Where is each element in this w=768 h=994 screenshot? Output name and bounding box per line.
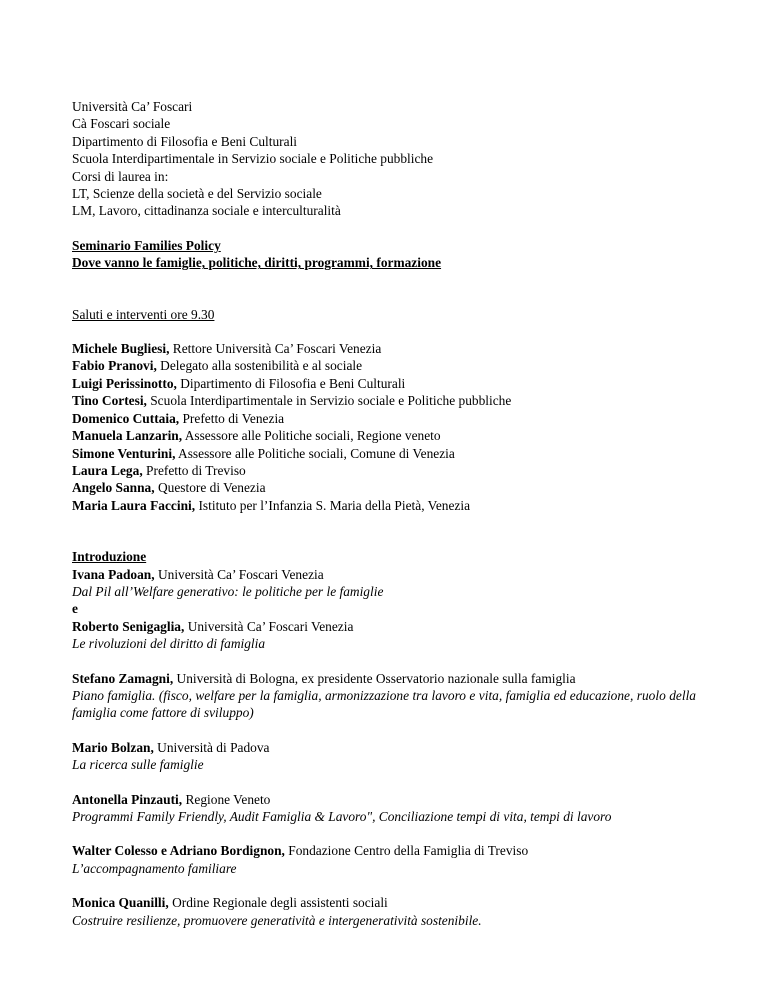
speaker-role: Rettore Università Ca’ Foscari Venezia (169, 341, 382, 357)
speaker-row (72, 445, 696, 462)
greetings-heading: Saluti e interventi ore 9.30 (72, 306, 215, 322)
conjunction-text: e (72, 601, 78, 617)
speaker-name: Walter Colesso e Adriano Bordignon, (72, 843, 285, 859)
speaker-role: Regione Veneto (182, 791, 271, 807)
intro-block (72, 548, 696, 652)
talk-speaker (72, 791, 696, 808)
intro-conjunction (72, 600, 696, 617)
speaker-row (72, 462, 696, 479)
talk-speaker (72, 670, 696, 687)
speaker-name: Mario Bolzan, (72, 739, 154, 755)
speaker-row (72, 497, 696, 514)
speaker-role: Università Ca’ Foscari Venezia (154, 566, 324, 582)
speaker-row (72, 410, 696, 427)
speaker-name: Monica Quanilli, (72, 895, 169, 911)
speaker-name: Angelo Sanna, (72, 480, 155, 496)
speaker-role: Assessore alle Politiche sociali, Regione veneto (182, 428, 441, 444)
seminar-title: Seminario Families Policy (72, 237, 221, 253)
speaker-name: Stefano Zamagni, (72, 670, 174, 686)
speaker-name: Maria Laura Faccini, (72, 497, 196, 513)
header-line-university: Università Ca’ Foscari (72, 99, 193, 114)
intro-heading: Introduzione (72, 549, 147, 565)
speaker-name: Antonella Pinzauti, (72, 791, 183, 807)
speaker-row (72, 479, 696, 496)
speaker-name: Fabio Pranovi, (72, 358, 157, 374)
talk-block-bolzan (72, 739, 696, 774)
intro-talk-2: Le rivoluzioni del diritto di famiglia (72, 636, 266, 652)
speaker-name: Simone Venturini, (72, 445, 176, 461)
intro-talk-1: Dal Pil all’Welfare generativo: le politiche per le famiglie (72, 583, 384, 599)
talk-block-quanilli (72, 894, 696, 929)
speaker-name: Manuela Lanzarin, (72, 428, 183, 444)
talk-block-pinzauti (72, 791, 696, 826)
talk-speaker (72, 739, 696, 756)
talk-title: Costruire resilienze, promuovere generatività e intergeneratività sostenibile. (72, 912, 482, 928)
seminar-subtitle: Dove vanno le famiglie, politiche, diritti, programmi, formazione (72, 255, 442, 271)
document-page (72, 98, 696, 929)
header-line-lt: LT, Scienze della società e del Servizio sociale (72, 186, 322, 202)
speaker-name: Tino Cortesi, (72, 393, 147, 409)
speaker-row (72, 340, 696, 357)
speaker-role: Università di Bologna, ex presidente Osservatorio nazionale sulla famiglia (173, 670, 576, 686)
seminar-title-block (72, 237, 696, 272)
header-line-department: Dipartimento di Filosofia e Beni Culturali (72, 133, 298, 149)
speaker-role: Istituto per l’Infanzia S. Maria della Pietà, Venezia (195, 497, 471, 513)
speaker-role: Prefetto di Treviso (142, 462, 246, 478)
speaker-role: Università Ca’ Foscari Venezia (184, 618, 354, 634)
speaker-row (72, 375, 696, 392)
header-line-social: Cà Foscari sociale (72, 116, 171, 132)
talk-title: La ricerca sulle famiglie (72, 757, 204, 773)
header-line-school: Scuola Interdipartimentale in Servizio sociale e Politiche pubbliche (72, 151, 434, 167)
speaker-role: Questore di Venezia (154, 480, 266, 496)
speaker-role: Prefetto di Venezia (179, 410, 285, 426)
talk-title: Programmi Family Friendly, Audit Famiglia & Lavoro", Conciliazione tempi di vita, tempi di lavoro (72, 809, 612, 824)
speaker-row (72, 357, 696, 374)
speaker-role: Dipartimento di Filosofia e Beni Culturali (176, 375, 406, 391)
speaker-role: Scuola Interdipartimentale in Servizio sociale e Politiche pubbliche (146, 393, 512, 409)
intro-speaker-1 (72, 566, 696, 583)
talk-speaker (72, 842, 696, 859)
speaker-row (72, 392, 696, 409)
speaker-row (72, 427, 696, 444)
intro-speaker-2 (72, 618, 696, 635)
speaker-name: Michele Bugliesi, (72, 341, 170, 357)
speaker-role: Assessore alle Politiche sociali, Comune di Venezia (175, 445, 455, 461)
speaker-role: Ordine Regionale degli assistenti sociali (168, 895, 388, 911)
speaker-name: Roberto Senigaglia, (72, 618, 185, 634)
speaker-role: Università di Padova (153, 739, 270, 755)
speaker-name: Domenico Cuttaia, (72, 410, 180, 426)
speaker-role: Fondazione Centro della Famiglia di Treviso (284, 843, 529, 859)
speaker-name: Ivana Padoan, (72, 566, 155, 582)
greetings-speaker-list (72, 340, 696, 514)
talk-block-colesso-bordignon (72, 842, 696, 877)
header-line-courses: Corsi di laurea in: (72, 168, 169, 184)
talk-title: Piano famiglia. (fisco, welfare per la famiglia, armonizzazione tra lavoro e vita, famiglia ed educazione, ruolo della famiglia come fattore di sviluppo) (72, 687, 696, 721)
speaker-role: Delegato alla sostenibilità e al sociale (156, 358, 363, 374)
talk-block-zamagni (72, 670, 696, 722)
talk-speaker (72, 894, 696, 911)
speaker-name: Luigi Perissinotto, (72, 375, 177, 391)
header-block (72, 98, 696, 220)
header-line-lm: LM, Lavoro, cittadinanza sociale e interculturalità (72, 203, 341, 219)
talk-title: L’accompagnamento familiare (72, 860, 237, 876)
speaker-name: Laura Lega, (72, 462, 143, 478)
